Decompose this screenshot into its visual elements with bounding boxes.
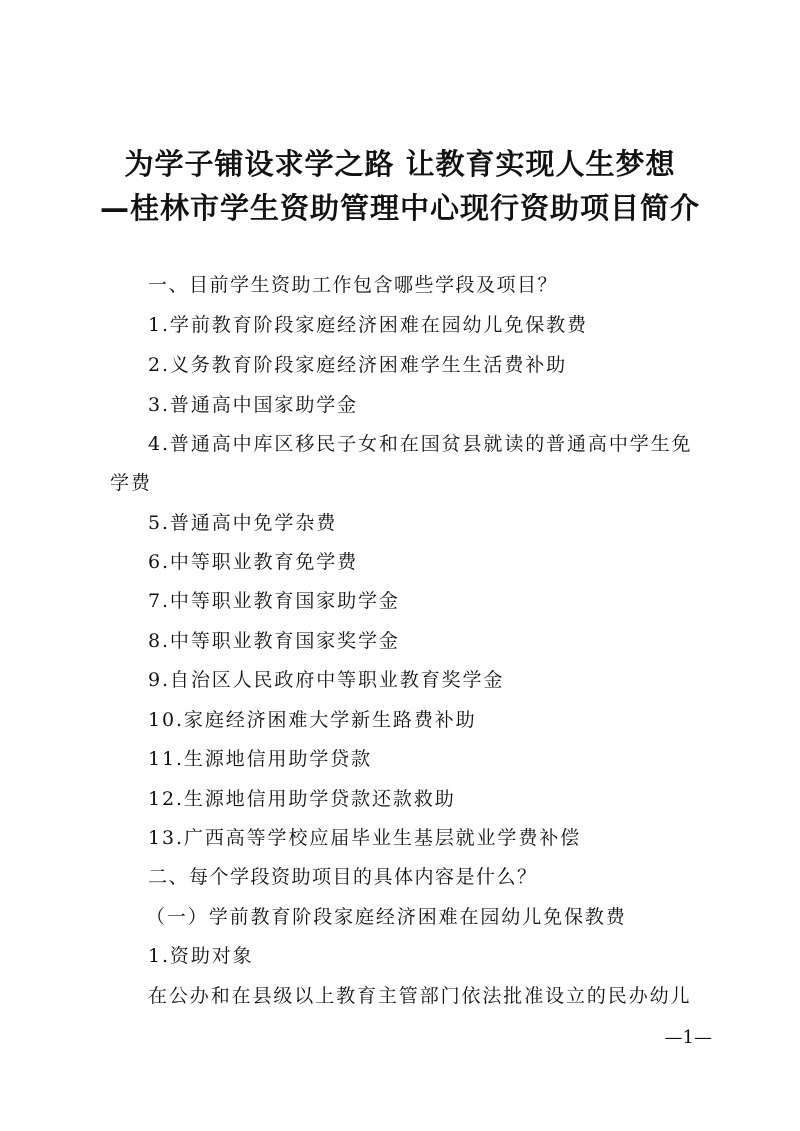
list-item: 9.自治区人民政府中等职业教育奖学金 (148, 669, 505, 691)
list-item: 3.普通高中国家助学金 (148, 394, 359, 416)
list-item: 11.生源地信用助学贷款 (148, 748, 373, 770)
list-item: 2.义务教育阶段家庭经济困难学生生活费补助 (148, 354, 568, 376)
paragraph-text: 在公办和在县级以上教育主管部门依法批准设立的民办幼儿 (148, 985, 692, 1007)
subsection-heading: （一）学前教育阶段家庭经济困难在园幼儿免保教费 (146, 906, 627, 928)
list-item: 8.中等职业教育国家奖学金 (148, 630, 400, 652)
document-title-line-1: 为学子铺设求学之路 让教育实现人生梦想 (124, 147, 676, 181)
list-item: 4.普通高中库区移民子女和在国贫县就读的普通高中学生免 (148, 433, 693, 455)
list-item: 1.学前教育阶段家庭经济困难在园幼儿免保教费 (148, 314, 588, 336)
section-2-heading: 二、每个学段资助项目的具体内容是什么？ (148, 866, 538, 888)
list-item: 5.普通高中免学杂费 (148, 512, 338, 534)
list-item: 6.中等职业教育免学费 (148, 551, 359, 573)
list-item: 12.生源地信用助学贷款还款救助 (148, 788, 456, 810)
section-1-heading: 一、目前学生资助工作包含哪些学段及项目？ (148, 274, 559, 296)
list-item: 10.家庭经济困难大学新生路费补助 (148, 709, 477, 731)
list-item: 13.广西高等学校应届毕业生基层就业学费补偿 (148, 827, 582, 849)
page-number: —1— (664, 1027, 712, 1048)
list-item: 7.中等职业教育国家助学金 (148, 590, 400, 612)
document-title-line-2: —桂林市学生资助管理中心现行资助项目简介 (99, 191, 700, 225)
list-item: 1.资助对象 (148, 945, 254, 967)
list-item-continuation: 学费 (110, 472, 152, 494)
